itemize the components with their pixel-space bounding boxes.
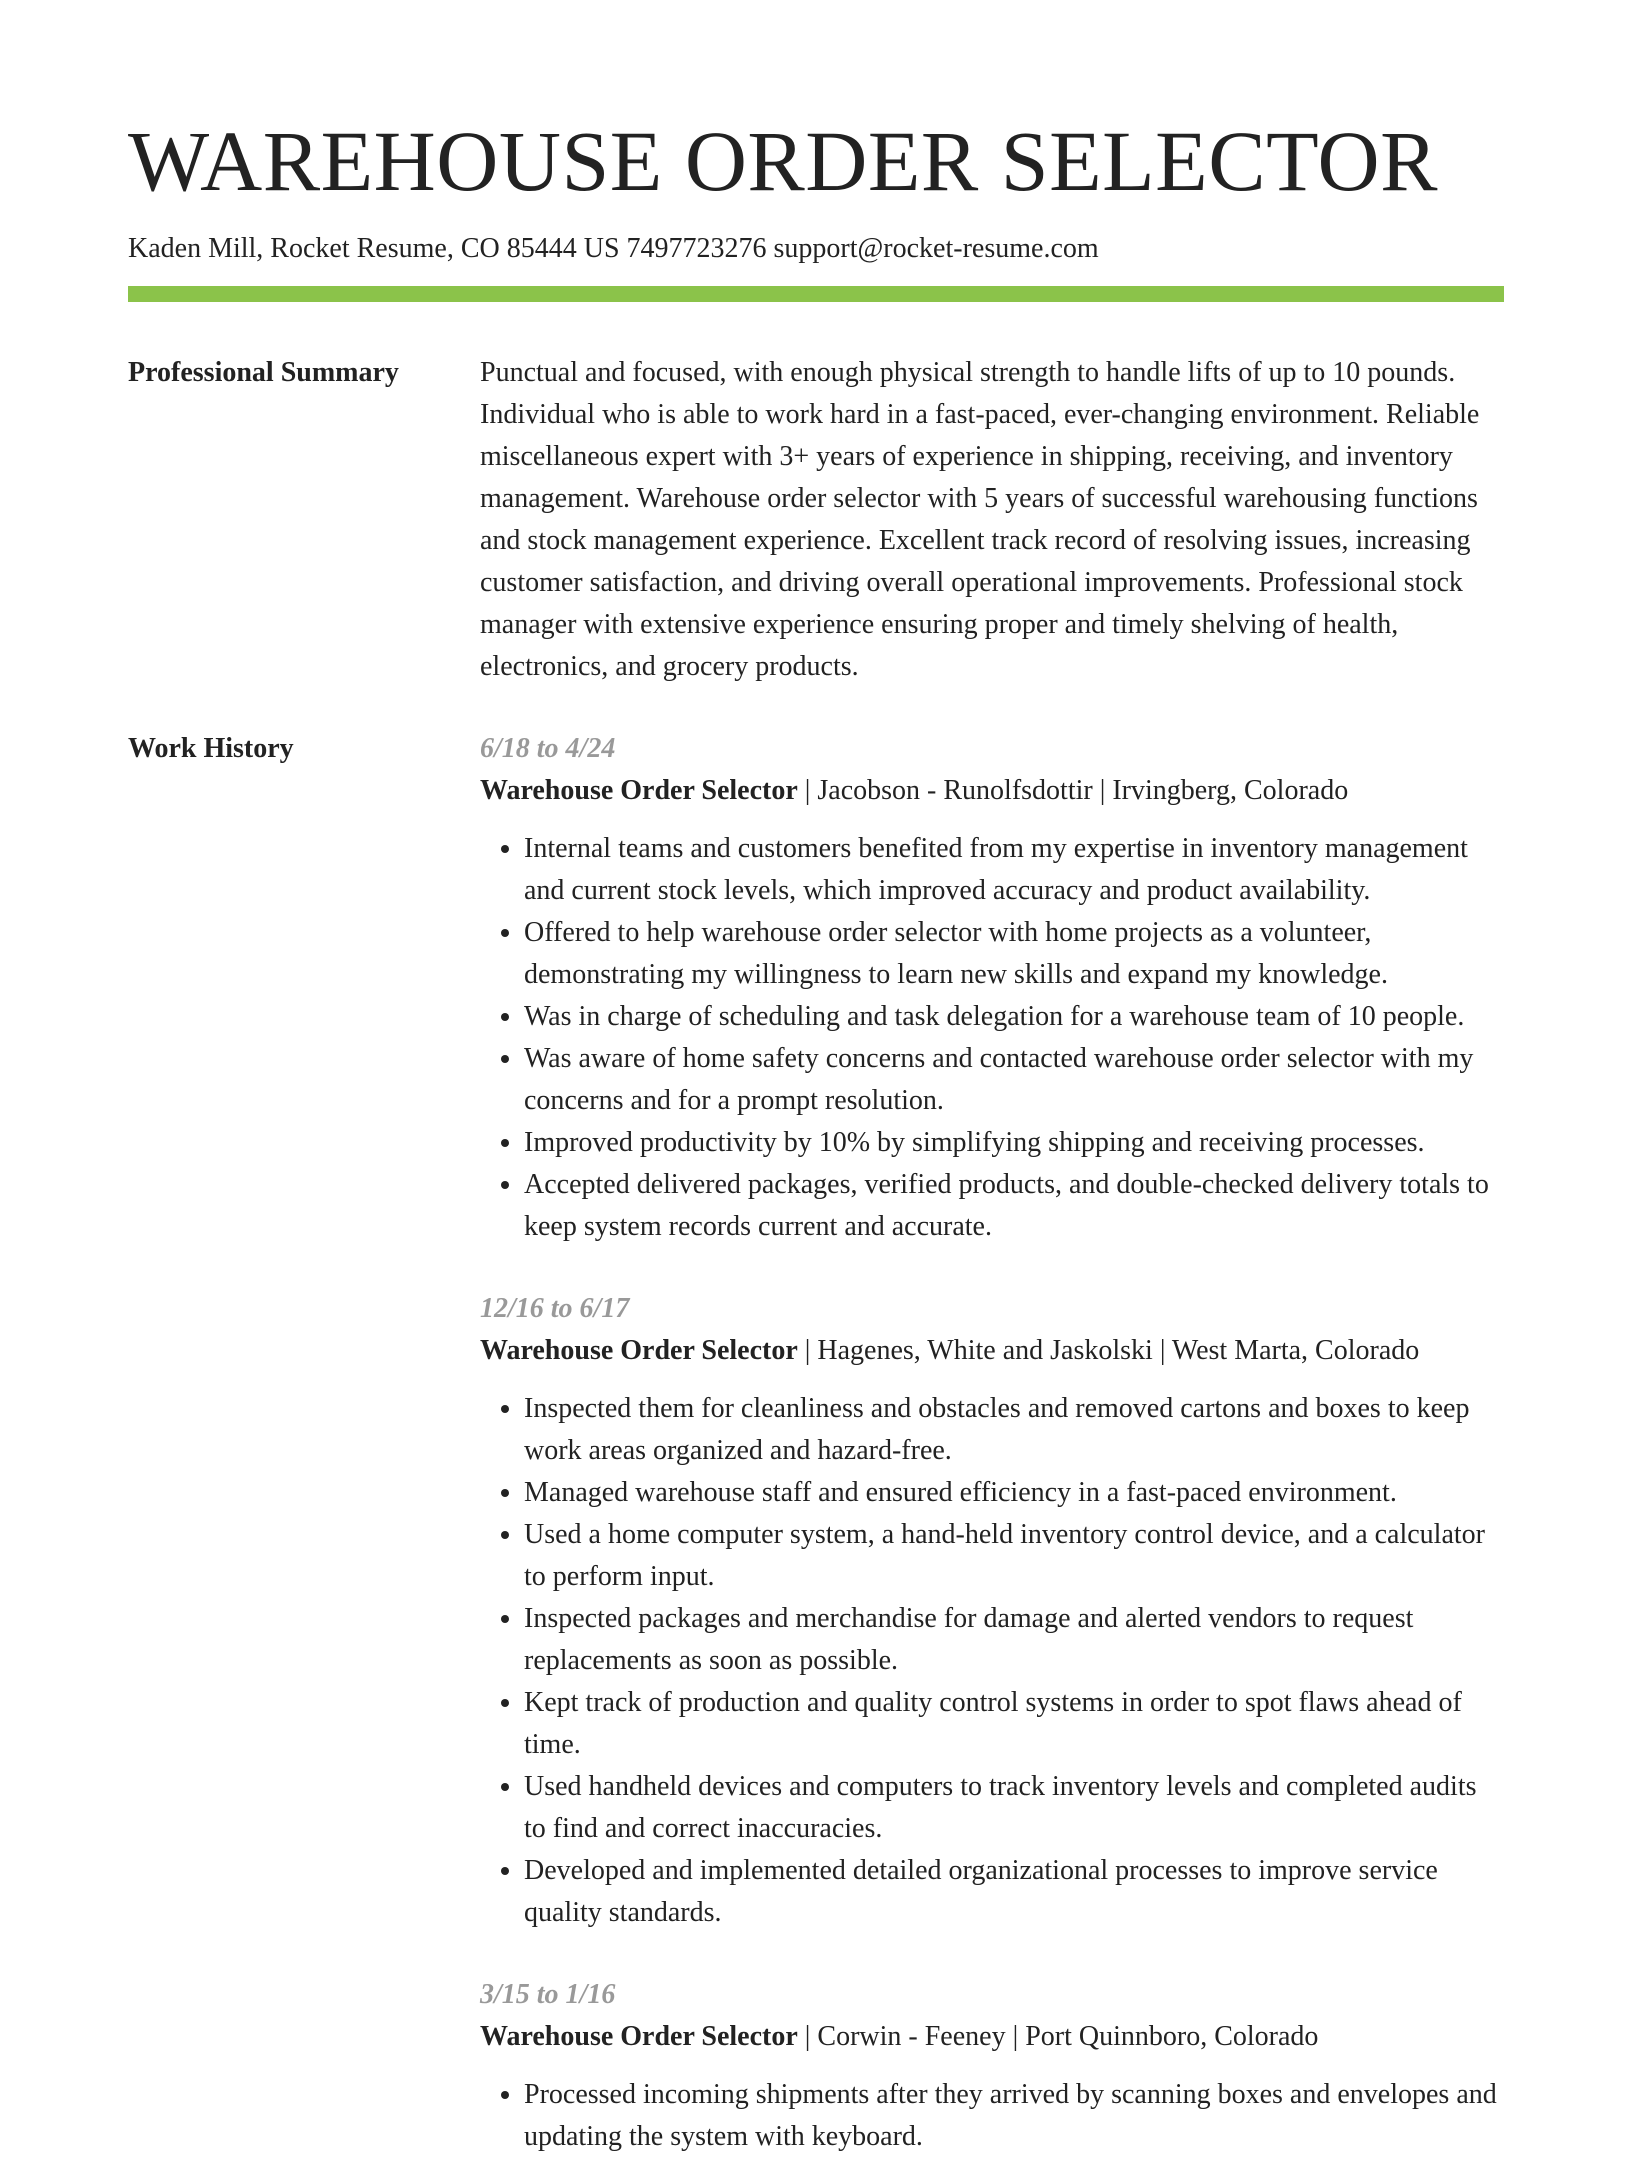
section-label: Work History	[128, 732, 294, 764]
list-item: • Developed and implemented detailed organizational processes to improve service quality standards.	[524, 1850, 1504, 1934]
job-dates: 6/18 to 4/24	[480, 732, 616, 764]
job-title: Warehouse Order Selector	[480, 1334, 798, 1366]
job-title: Warehouse Order Selector	[480, 774, 798, 806]
header-divider	[128, 286, 1504, 302]
job-heading	[480, 1330, 1504, 1372]
job-heading	[480, 2016, 1504, 2058]
list-item: • Offered to help warehouse order selector with home projects as a volunteer, demonstrating my willingness to learn new skills and expand my knowledge.	[524, 912, 1504, 996]
list-item: • Improved productivity by 10% by simplifying shipping and receiving processes.	[524, 1122, 1504, 1164]
job-dates: 12/16 to 6/17	[480, 1292, 630, 1324]
job-entry	[480, 728, 1504, 1248]
list-item: • Inspected them for cleanliness and obstacles and removed cartons and boxes to keep work areas organized and hazard-free.	[524, 1388, 1504, 1472]
list-item: • Kept track of production and quality control systems in order to spot flaws ahead of time.	[524, 1682, 1504, 1766]
list-item: • Was in charge of scheduling and task delegation for a warehouse team of 10 people.	[524, 996, 1504, 1038]
list-item: • Accepted delivered packages, verified products, and double-checked delivery totals to keep system records current and accurate.	[524, 1164, 1504, 1248]
job-entry	[480, 1288, 1504, 1934]
list-item: • Processed incoming shipments after they arrived by scanning boxes and envelopes and updating the system with keyboard.	[524, 2074, 1504, 2158]
job-details: | Hagenes, White and Jaskolski | West Marta, Colorado	[797, 1334, 1420, 1366]
job-heading	[480, 770, 1504, 812]
job-dates: 3/15 to 1/16	[480, 1978, 616, 2010]
job-bullets	[480, 828, 1504, 1248]
resume-page	[128, 113, 1504, 2158]
list-item: • Inspected packages and merchandise for damage and alerted vendors to request replacements as soon as possible.	[524, 1598, 1504, 1682]
job-title: Warehouse Order Selector	[480, 2020, 798, 2052]
list-item: • Managed warehouse staff and ensured efficiency in a fast-paced environment.	[524, 1472, 1504, 1514]
professional-summary-section	[128, 352, 1504, 688]
summary-text: Punctual and focused, with enough physical strength to handle lifts of up to 10 pounds. Individual who is able to work hard in a fast-paced, ever-changing environment. Reliable miscellaneous expert with 3+ years of experience in shipping, receiving, and inventory management. Warehouse order selector with 5 years of successful warehousing functions and stock management experience. Excellent track record of resolving issues, increasing customer satisfaction, and driving overall operational improvements. Professional stock manager with extensive experience ensuring proper and timely shelving of health, electronics, and grocery products.	[480, 356, 1480, 682]
job-entry	[480, 1974, 1504, 2158]
list-item: • Was aware of home safety concerns and contacted warehouse order selector with my concerns and for a prompt resolution.	[524, 1038, 1504, 1122]
job-details: | Jacobson - Runolfsdottir | Irvingberg, Colorado	[797, 774, 1349, 806]
job-details: | Corwin - Feeney | Port Quinnboro, Colorado	[797, 2020, 1319, 2052]
list-item: • Internal teams and customers benefited from my expertise in inventory management and current stock levels, which improved accuracy and product availability.	[524, 828, 1504, 912]
page-title: WAREHOUSE ORDER SELECTOR	[128, 113, 1439, 209]
job-bullets	[480, 1388, 1504, 1934]
list-item: • Used handheld devices and computers to track inventory levels and completed audits to find and correct inaccuracies.	[524, 1766, 1504, 1850]
list-item: • Used a home computer system, a hand-held inventory control device, and a calculator to perform input.	[524, 1514, 1504, 1598]
work-history-section	[128, 728, 1504, 2158]
job-bullets	[480, 2074, 1504, 2158]
section-label: Professional Summary	[128, 356, 399, 388]
contact-line: Kaden Mill, Rocket Resume, CO 85444 US 7497723276 support@rocket-resume.com	[128, 233, 1099, 264]
